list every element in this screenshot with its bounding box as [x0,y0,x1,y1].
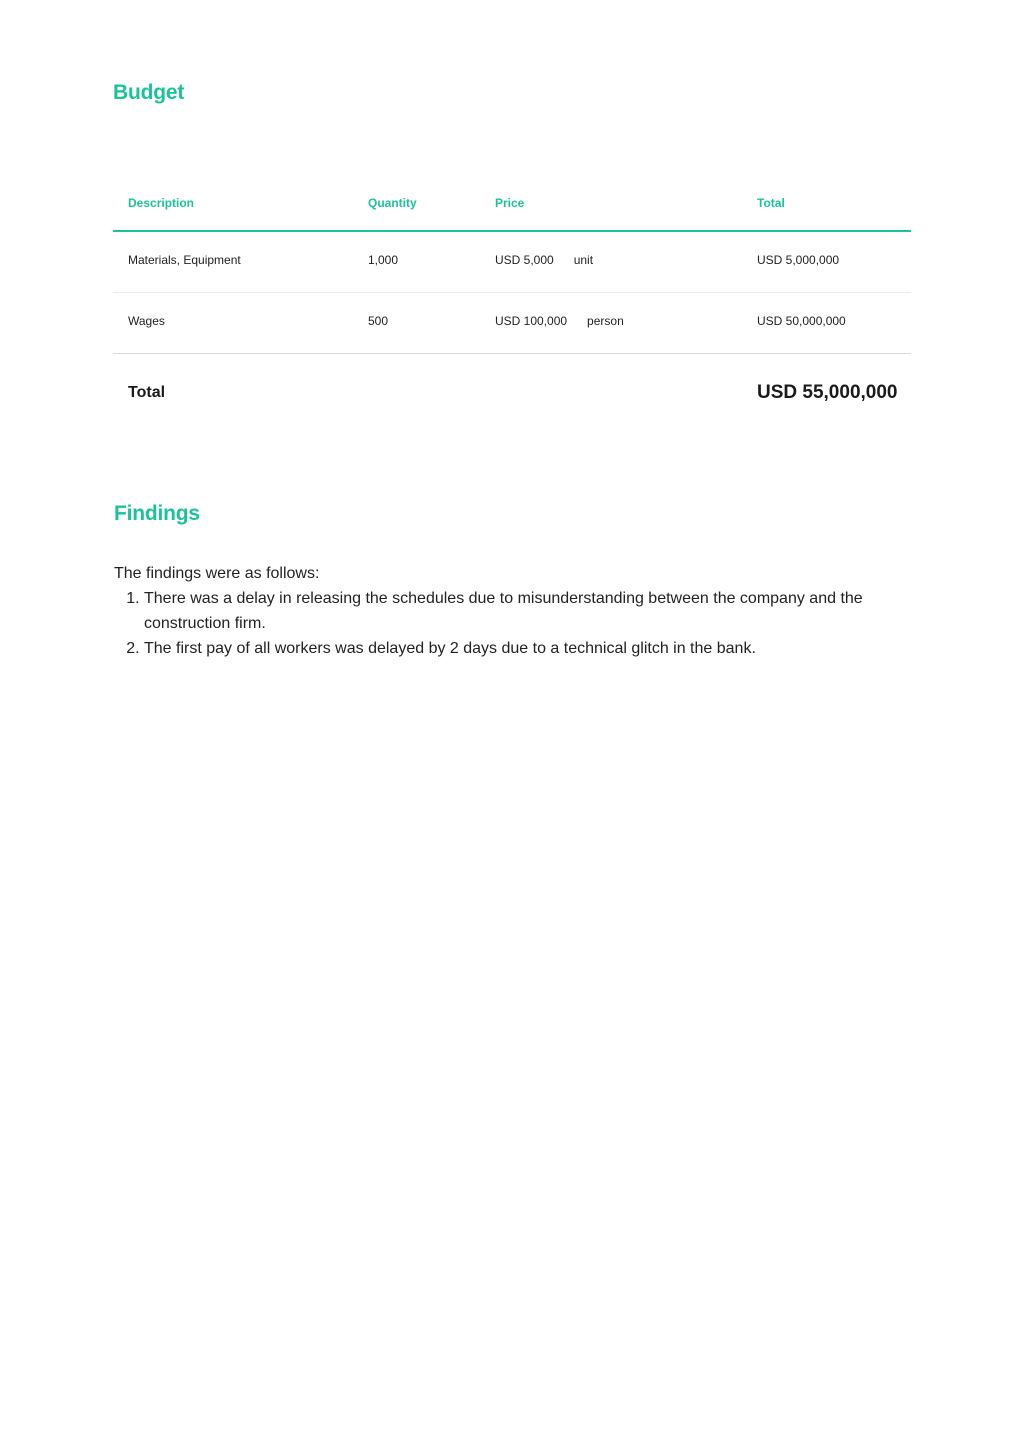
column-header-price: Price [495,196,525,210]
column-header-description: Description [128,196,195,210]
row-price-unit: person [587,314,624,328]
table-header-row [113,177,911,232]
findings-list [114,586,904,661]
table-row [113,293,911,354]
table-row [113,232,911,293]
grand-total-value: USD 55,000,000 [757,382,898,403]
findings-title: Findings [114,502,200,525]
column-header-total: Total [757,196,785,210]
column-header-quantity: Quantity [368,196,417,210]
row-price-amount: USD 100,000 [495,314,568,328]
findings-body [114,561,904,661]
budget-title: Budget [113,81,185,104]
row-quantity: 500 [368,314,389,328]
row-total: USD 50,000,000 [757,314,846,328]
findings-intro: The findings were as follows: [114,565,320,582]
grand-total-label: Total [128,384,166,401]
row-price-amount: USD 5,000 [495,253,554,267]
row-quantity: 1,000 [368,253,399,267]
list-item: 2. The first pay of all workers was delayed by 2 days due to a technical glitch in the bank. [144,636,904,661]
list-item: 1. There was a delay in releasing the schedules due to misunderstanding between the company and the construction firm. [144,586,904,636]
table-total-row [113,354,911,432]
row-price-unit: unit [573,253,594,267]
budget-table [113,177,911,432]
row-price [495,314,624,328]
row-description: Wages [128,314,165,328]
row-price [495,253,593,267]
row-total: USD 5,000,000 [757,253,840,267]
row-description: Materials, Equipment [128,253,241,267]
